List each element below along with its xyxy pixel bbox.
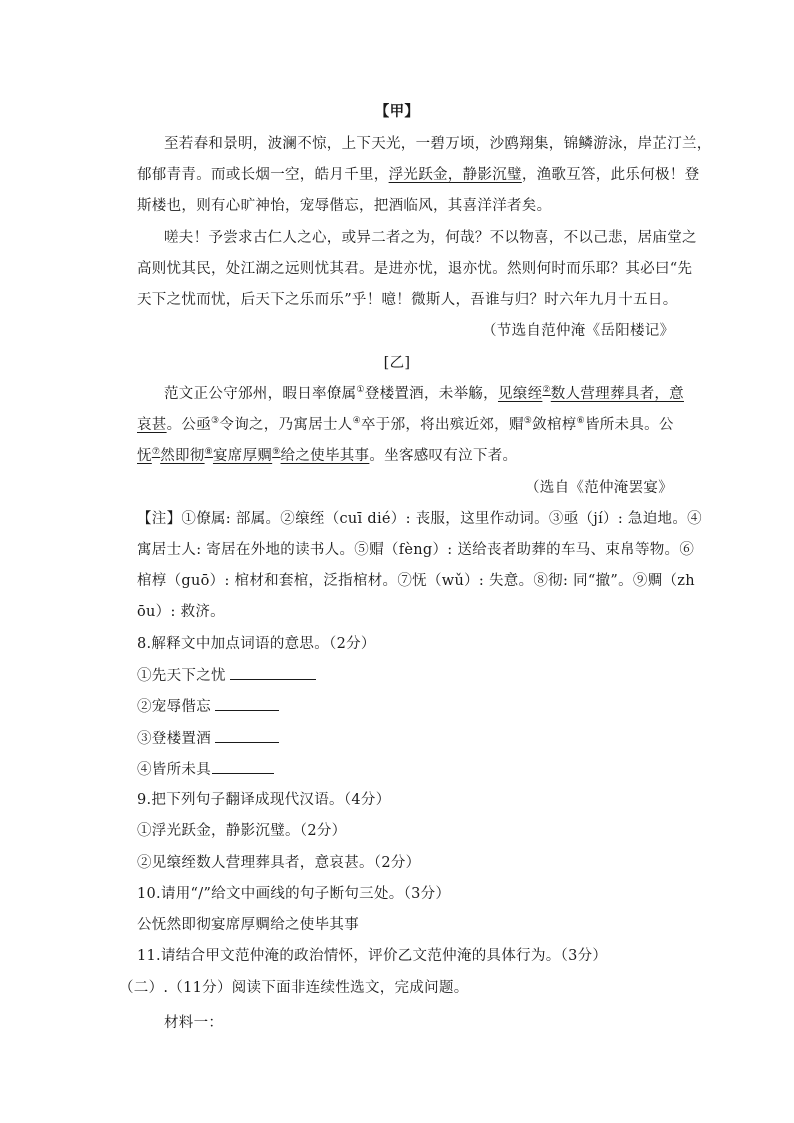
underlined-phrase: 然即彻: [160, 448, 205, 464]
yi-line2-b: 令询之，乃寓居士人: [219, 417, 353, 433]
note-marker: ⑤: [523, 416, 533, 427]
yi-line2-d: 敛棺椁: [532, 417, 577, 433]
question-9-item-1: ①浮光跃金，静影沉璧。（2分）: [137, 823, 347, 839]
question-8: 8.解释文中加点词语的意思。（2分）: [137, 636, 376, 652]
note-marker: ④: [352, 416, 361, 427]
note-marker: ⑧: [204, 447, 213, 458]
section-heading-yi: [乙]: [383, 355, 411, 371]
answer-blank[interactable]: [230, 665, 316, 680]
notes-line2: 寓居士人: 寄居在外地的读书人。⑤赗（fèng）: 送给丧者助葬的车马、束帛等物。⑥: [137, 542, 695, 558]
yi-line1-b: 登楼置酒，未举觞，: [364, 386, 498, 402]
jia-p1-line2-a: 郁郁青青。而或长烟一空，皓月千里，: [137, 167, 389, 183]
notes-line4: ōu）: 救济。: [137, 604, 225, 620]
question-8-item-1: [137, 665, 316, 686]
notes-line3: 棺椁（guō）: 棺材和套棺，泛指棺材。⑦怃（wǔ）: 失意。⑧彻: 同“撤”。⑨赒（zh: [137, 573, 695, 589]
yi-line1-a: 范文正公守邠州，暇日率僚属: [164, 386, 357, 402]
yi-source: （选自《范仲淹罢宴》: [525, 480, 673, 496]
yi-line1: [164, 384, 684, 404]
yi-line2-a: 。公亟: [166, 417, 212, 433]
question-8-item-3-label: ③登楼置酒: [137, 731, 211, 747]
question-8-item-4: [137, 759, 274, 780]
jia-p2-line1: 嗟夫！予尝求古仁人之心，或异二者之为，何哉？不以物喜，不以己悲，居庙堂之: [164, 230, 697, 246]
note-marker: ⑦: [151, 447, 161, 458]
material-1-label: 材料一：: [164, 1015, 224, 1031]
question-8-item-2-label: ②宠辱偕忘: [137, 699, 211, 715]
section-2-heading: （二）.（11分）阅读下面非连续性选文，完成问题。: [119, 980, 469, 996]
note-marker: ②: [542, 385, 551, 396]
note-marker: ⑥: [576, 416, 585, 427]
yi-line3-e: 。坐客感叹有泣下者。: [369, 448, 518, 464]
yi-line2-c: 卒于邠，将出殡近郊，赗: [360, 417, 524, 433]
question-8-item-3: [137, 728, 279, 749]
yi-line3: [137, 446, 517, 466]
jia-p1-line1: 至若春和景明，波澜不惊，上下天光，一碧万顷，沙鸥翔集，锦鳞游泳，岸芷汀兰，: [164, 136, 712, 152]
underlined-phrase: 数人营理葬具者，意: [550, 386, 684, 402]
underlined-phrase: 给之使毕其事: [280, 448, 370, 464]
jia-p1-line2: [137, 165, 699, 185]
question-9-item-2: ②见缞绖数人营理葬具者，意哀甚。（2分）: [137, 855, 421, 871]
jia-source: （节选自范仲淹《岳阳楼记》: [482, 323, 675, 339]
jia-p1-line3: 斯楼也，则有心旷神怡，宠辱偕忘，把酒临风，其喜洋洋者矣。: [137, 198, 552, 214]
underlined-phrase: 哀甚: [137, 417, 167, 433]
yi-line2-e: 皆所未具。公: [584, 417, 674, 433]
question-8-item-1-label: ①先天下之忧: [137, 668, 226, 684]
answer-blank[interactable]: [215, 728, 279, 743]
yi-line2: [137, 415, 674, 435]
underlined-phrase: 宴席厚赒: [212, 448, 273, 464]
note-marker: ①: [356, 385, 365, 396]
question-9: 9.把下列句子翻译成现代汉语。（4分）: [137, 792, 391, 808]
note-marker: ③: [211, 416, 220, 427]
jia-p2-line2: 高则忧其民，处江湖之远则忧其君。是进亦忧，退亦忧。然则何时而乐耶？其必曰“先: [137, 261, 693, 277]
note-marker: ⑨: [272, 447, 281, 458]
question-8-item-2: [137, 696, 279, 717]
answer-blank[interactable]: [215, 696, 279, 711]
notes-line1: 【注】①僚属: 部属。②缞绖（cuī dié）: 丧服，这里作动词。③亟（jí）: 急迫地。④: [137, 511, 702, 527]
underlined-phrase: 见缞绖: [497, 386, 543, 402]
answer-blank[interactable]: [212, 759, 274, 774]
section-heading-jia: 【甲】: [374, 103, 420, 120]
question-10-text: 公怃然即彻宴席厚赒给之使毕其事: [137, 917, 359, 933]
jia-p1-line2-b: ，渔歌互答，此乐何极！登: [521, 167, 700, 183]
underlined-phrase: 怃: [137, 448, 152, 464]
question-10: 10.请用“/”给文中画线的句子断句三处。（3分）: [137, 886, 451, 902]
underlined-sentence-jia: 浮光跃金，静影沉璧: [388, 167, 522, 183]
question-11: 11.请结合甲文范仲淹的政治情怀，评价乙文范仲淹的具体行为。（3分）: [137, 948, 608, 964]
question-8-item-4-label: ④皆所未具: [137, 762, 211, 778]
jia-p2-line3: 天下之忧而忧，后天下之乐而乐”乎！噫！微斯人，吾谁与归？时六年九月十五日。: [137, 292, 678, 308]
